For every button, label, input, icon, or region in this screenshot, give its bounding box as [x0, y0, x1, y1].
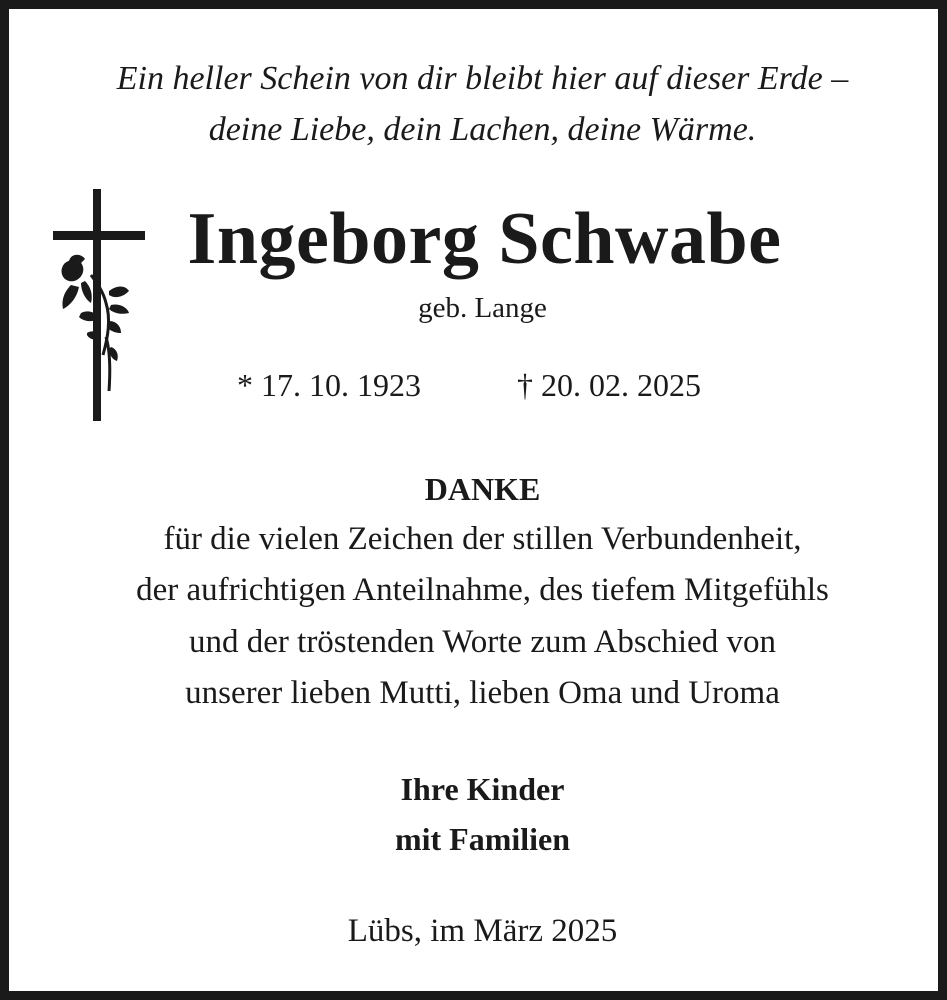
message-heading: DANKE [424, 471, 541, 507]
message-line: der aufrichtigen Anteilnahme, des tiefem Mitgefühls [136, 572, 829, 608]
motto-line-2: deine Liebe, dein Lachen, deine Wärme. [208, 111, 757, 148]
death-date: † 20. 02. 2025 [517, 367, 701, 403]
message-line: und der tröstenden Worte zum Abschied von [189, 624, 776, 660]
signature-line-2: mit Familien [394, 821, 571, 857]
message-line: für die vielen Zeichen der stillen Verbundenheit, [163, 521, 802, 557]
place-and-date: Lübs, im März 2025 [347, 913, 618, 949]
signature-line-1: Ihre Kinder [400, 771, 565, 807]
birth-date: * 17. 10. 1923 [237, 367, 421, 403]
message-line: unserer lieben Mutti, lieben Oma und Uroma [185, 675, 780, 711]
maiden-name: geb. Lange [418, 292, 547, 324]
deceased-name: Ingeborg Schwabe [187, 198, 782, 280]
motto-line-1: Ein heller Schein von dir bleibt hier auf dieser Erde – [116, 60, 849, 97]
